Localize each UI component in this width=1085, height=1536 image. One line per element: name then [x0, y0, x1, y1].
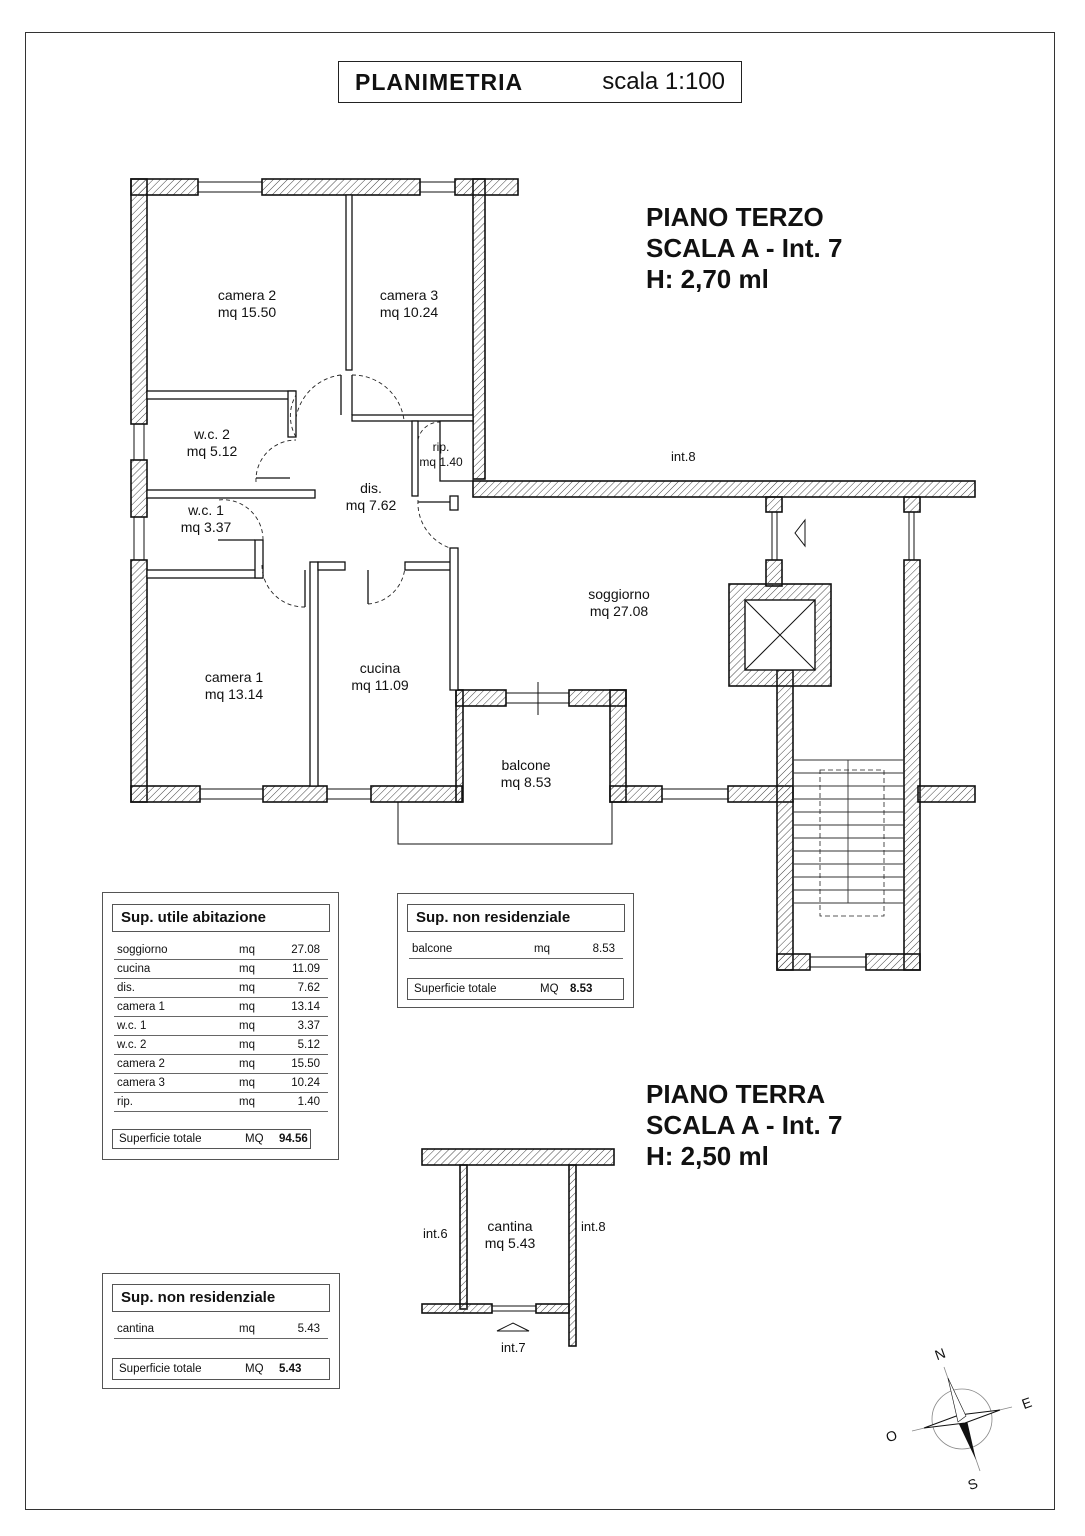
room-wc-1 [181, 502, 232, 536]
room-area: mq 15.50 [217, 304, 277, 320]
room-area: mq 5.12 [186, 443, 238, 459]
room-name: rip. [432, 440, 450, 454]
row-unit: mq [236, 1320, 272, 1339]
row-unit: mq [531, 940, 567, 959]
table-row [114, 1017, 328, 1036]
room-area: mq 10.24 [379, 304, 439, 320]
row-unit: mq [236, 1074, 272, 1093]
total-unit: MQ [540, 983, 559, 995]
wall [131, 460, 147, 517]
table-row [114, 1074, 328, 1093]
room-name: camera 2 [217, 287, 277, 303]
table-header: Sup. utile abitazione [112, 904, 330, 932]
row-name: cantina [114, 1320, 236, 1339]
compass-rose [912, 1367, 1012, 1471]
compass-o: O [883, 1426, 900, 1446]
wall [904, 497, 920, 512]
row-value: 8.53 [567, 940, 623, 959]
room-area: mq 13.14 [204, 686, 264, 702]
room-name: camera 3 [379, 287, 439, 303]
wall [263, 786, 327, 802]
row-unit: mq [236, 1036, 272, 1055]
compass-s: S [965, 1474, 980, 1494]
wall [131, 786, 200, 802]
row-name: dis. [114, 979, 236, 998]
wall [473, 481, 975, 497]
wall [610, 786, 662, 802]
room-name: w.c. 2 [194, 426, 230, 442]
plan-title: PLANIMETRIA [355, 68, 524, 95]
room-camera-3 [380, 287, 438, 321]
table-body [114, 1320, 328, 1339]
room-area: mq 8.53 [500, 774, 552, 790]
room-camera-1 [205, 669, 263, 703]
row-name: camera 1 [114, 998, 236, 1017]
room-area: mq 5.43 [484, 1235, 536, 1251]
label-int7: int.7 [501, 1340, 526, 1355]
wall [455, 179, 518, 195]
table-sup-utile [102, 892, 339, 1160]
table-body [114, 941, 328, 1112]
room-camera-2 [218, 287, 276, 321]
room-dis [346, 480, 397, 514]
room-area: mq 27.08 [589, 603, 649, 619]
row-name: camera 2 [114, 1055, 236, 1074]
row-value: 1.40 [272, 1093, 328, 1112]
row-unit: mq [236, 998, 272, 1017]
wall [131, 179, 147, 424]
room-rip [419, 440, 462, 470]
table-header: Sup. non residenziale [407, 904, 625, 932]
table-total [407, 978, 624, 1000]
wall [777, 954, 810, 970]
room-area: mq 1.40 [419, 455, 463, 469]
total-label: Superficie totale [119, 1133, 202, 1145]
row-value: 13.14 [272, 998, 328, 1017]
table-row [114, 1055, 328, 1074]
table-header: Sup. non residenziale [112, 1284, 330, 1312]
table-total [112, 1358, 330, 1380]
table-row [114, 998, 328, 1017]
total-label: Superficie totale [119, 1363, 202, 1375]
row-value: 27.08 [272, 941, 328, 960]
floor-height: H: 2,50 ml [646, 1141, 769, 1171]
room-wc-2 [187, 426, 238, 460]
room-name: soggiorno [588, 586, 650, 602]
room-name: camera 1 [204, 669, 264, 685]
table-row [114, 941, 328, 960]
room-area: mq 7.62 [345, 497, 397, 513]
row-name: soggiorno [114, 941, 236, 960]
row-unit: mq [236, 960, 272, 979]
row-unit: mq [236, 979, 272, 998]
floor-stair: SCALA A - Int. 7 [646, 1110, 843, 1140]
total-unit: MQ [245, 1363, 264, 1375]
wall [371, 786, 462, 802]
row-name: w.c. 1 [114, 1017, 236, 1036]
row-value: 10.24 [272, 1074, 328, 1093]
table-total [112, 1129, 311, 1149]
row-name: rip. [114, 1093, 236, 1112]
total-unit: MQ [245, 1133, 264, 1145]
room-name: balcone [501, 757, 551, 773]
floor-stair: SCALA A - Int. 7 [646, 233, 843, 263]
row-unit: mq [236, 1017, 272, 1036]
table-row [114, 960, 328, 979]
room-balcone [501, 757, 552, 791]
row-value: 5.12 [272, 1036, 328, 1055]
room-name: cantina [487, 1218, 533, 1234]
room-name: cucina [359, 660, 401, 676]
row-unit: mq [236, 941, 272, 960]
wall [473, 179, 485, 479]
floor-name: PIANO TERZO [646, 202, 824, 232]
table-row [114, 1093, 328, 1112]
row-value: 5.43 [272, 1320, 328, 1339]
row-name: camera 3 [114, 1074, 236, 1093]
wall [766, 497, 782, 512]
row-value: 7.62 [272, 979, 328, 998]
row-name: cucina [114, 960, 236, 979]
label-int8-ground: int.8 [581, 1219, 606, 1234]
row-name: w.c. 2 [114, 1036, 236, 1055]
label-int6: int.6 [423, 1226, 448, 1241]
row-unit: mq [236, 1093, 272, 1112]
room-cucina [351, 660, 408, 694]
label-int8-top: int.8 [671, 449, 696, 464]
compass-e: E [1019, 1393, 1034, 1413]
wall [918, 786, 975, 802]
table-row [409, 940, 623, 959]
total-value: 5.43 [279, 1363, 302, 1375]
row-value: 11.09 [272, 960, 328, 979]
row-value: 15.50 [272, 1055, 328, 1074]
floor-name: PIANO TERRA [646, 1079, 826, 1109]
table-sup-non-residenziale-bottom [102, 1273, 340, 1389]
table-body [409, 940, 623, 959]
table-row [114, 1036, 328, 1055]
wall [866, 954, 920, 970]
room-name: dis. [360, 480, 382, 496]
wall [456, 690, 463, 802]
table-row [114, 979, 328, 998]
plan-scale: scala 1:100 [602, 68, 725, 95]
row-value: 3.37 [272, 1017, 328, 1036]
row-unit: mq [236, 1055, 272, 1074]
room-soggiorno [588, 586, 650, 620]
room-name: w.c. 1 [188, 502, 224, 518]
row-name: balcone [409, 940, 531, 959]
wall [131, 560, 147, 802]
wall [777, 670, 793, 970]
floor-height: H: 2,70 ml [646, 264, 769, 294]
table-sup-non-residenziale-top [397, 893, 634, 1008]
wall [766, 560, 782, 586]
room-area: mq 3.37 [180, 519, 232, 535]
wall [262, 179, 420, 195]
room-cantina [485, 1218, 536, 1252]
compass-n: N [932, 1344, 948, 1364]
total-value: 94.56 [279, 1133, 308, 1145]
table-row [114, 1320, 328, 1339]
wall [904, 560, 920, 970]
total-label: Superficie totale [414, 983, 497, 995]
room-area: mq 11.09 [351, 677, 409, 693]
total-value: 8.53 [570, 983, 593, 995]
